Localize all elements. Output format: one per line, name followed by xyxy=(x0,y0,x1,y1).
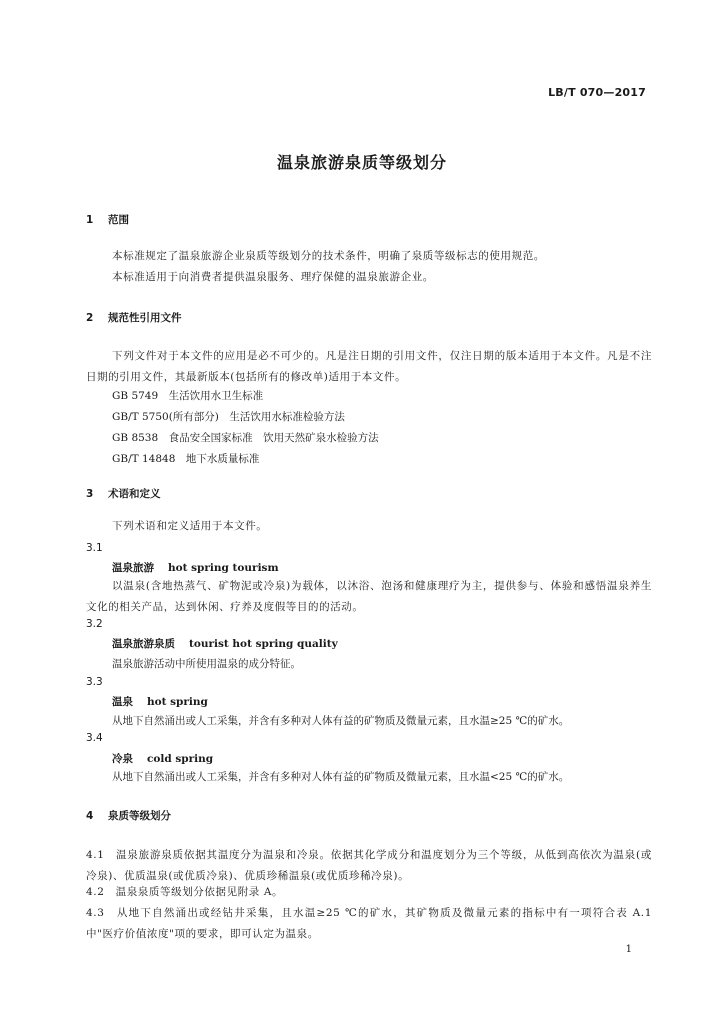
reference-item: GB/T 5750(所有部分) 生活饮用水标准检验方法 xyxy=(112,411,345,423)
page-title: 温泉旅游泉质等级划分 xyxy=(276,153,447,172)
reference-item: GB/T 14848 地下水质量标准 xyxy=(112,453,260,465)
term-zh: 冷泉 xyxy=(112,753,133,765)
section-1-heading xyxy=(86,212,129,227)
section-3-heading xyxy=(86,486,161,501)
paragraph: 下列文件对于本文件的应用是必不可少的。凡是注日期的引用文件，仅注日期的版本适用于本文件。凡是不注日期的引用文件，其最新版本(包括所有的修改单)适用于本文件。 xyxy=(86,350,652,383)
section-title: 术语和定义 xyxy=(108,488,161,500)
term-definition: 从地下自然涌出或人工采集，并含有多种对人体有益的矿物质及微量元素，且水温<25 ℃的矿水。 xyxy=(112,771,570,783)
term-en: cold spring xyxy=(147,753,214,765)
clause-paragraph: 4.2 温泉泉质等级划分依据见附录 A。 xyxy=(86,886,284,898)
reference-item: GB 5749 生活饮用水卫生标准 xyxy=(112,390,264,402)
term-en: tourist hot spring quality xyxy=(189,638,338,650)
term-definition: 以温泉(含地热蒸气、矿物泥或冷泉)为载体，以沐浴、泡汤和健康理疗为主，提供参与、体验和感悟温泉养生文化的相关产品，达到休闲、疗养及度假等目的的活动。 xyxy=(86,580,652,613)
section-number: 3 xyxy=(86,488,94,500)
term-number: 3.4 xyxy=(86,732,103,744)
standard-code: LB/T 070—2017 xyxy=(548,86,646,99)
page-number: 1 xyxy=(625,944,632,955)
section-4-heading xyxy=(86,808,171,823)
clause-paragraph: 4.1 温泉旅游泉质依据其温度分为温泉和冷泉。依据其化学成分和温度划分为三个等级，从低到高依次为温泉(或冷泉)、优质温泉(或优质冷泉)、优质珍稀温泉(或优质珍稀冷泉)。 xyxy=(86,849,652,882)
paragraph: 下列术语和定义适用于本文件。 xyxy=(112,520,268,532)
term-number: 3.2 xyxy=(86,618,103,630)
term-en: hot spring tourism xyxy=(168,562,279,574)
term-number: 3.1 xyxy=(86,542,103,554)
paragraph: 本标准规定了温泉旅游企业泉质等级划分的技术条件，明确了泉质等级标志的使用规范。 xyxy=(112,250,545,262)
term-zh: 温泉 xyxy=(112,696,133,708)
term-definition: 温泉旅游活动中所使用温泉的成分特征。 xyxy=(112,658,301,670)
section-title: 规范性引用文件 xyxy=(108,312,182,324)
reference-item: GB 8538 食品安全国家标准 饮用天然矿泉水检验方法 xyxy=(112,432,379,444)
term-number: 3.3 xyxy=(86,676,103,688)
term-en: hot spring xyxy=(147,696,208,708)
term-heading xyxy=(112,560,279,575)
section-title: 泉质等级划分 xyxy=(108,810,171,822)
term-definition: 从地下自然涌出或人工采集，并含有多种对人体有益的矿物质及微量元素，且水温≥25 ℃的矿水。 xyxy=(112,715,570,727)
section-number: 4 xyxy=(86,810,94,822)
section-number: 2 xyxy=(86,312,94,324)
section-title: 范围 xyxy=(108,214,129,226)
clause-paragraph: 4.3 从地下自然涌出或经钻井采集，且水温≥25 ℃的矿水，其矿物质及微量元素的指标中有一项符合表 A.1 中"医疗价值浓度"项的要求，即可认定为温泉。 xyxy=(86,907,652,940)
section-number: 1 xyxy=(86,214,94,226)
paragraph: 本标准适用于向消费者提供温泉服务、理疗保健的温泉旅游企业。 xyxy=(112,271,434,283)
term-heading xyxy=(112,751,213,766)
term-heading xyxy=(112,636,338,651)
term-zh: 温泉旅游泉质 xyxy=(112,638,175,650)
term-zh: 温泉旅游 xyxy=(112,562,154,574)
term-heading xyxy=(112,694,208,709)
section-2-heading xyxy=(86,310,182,325)
